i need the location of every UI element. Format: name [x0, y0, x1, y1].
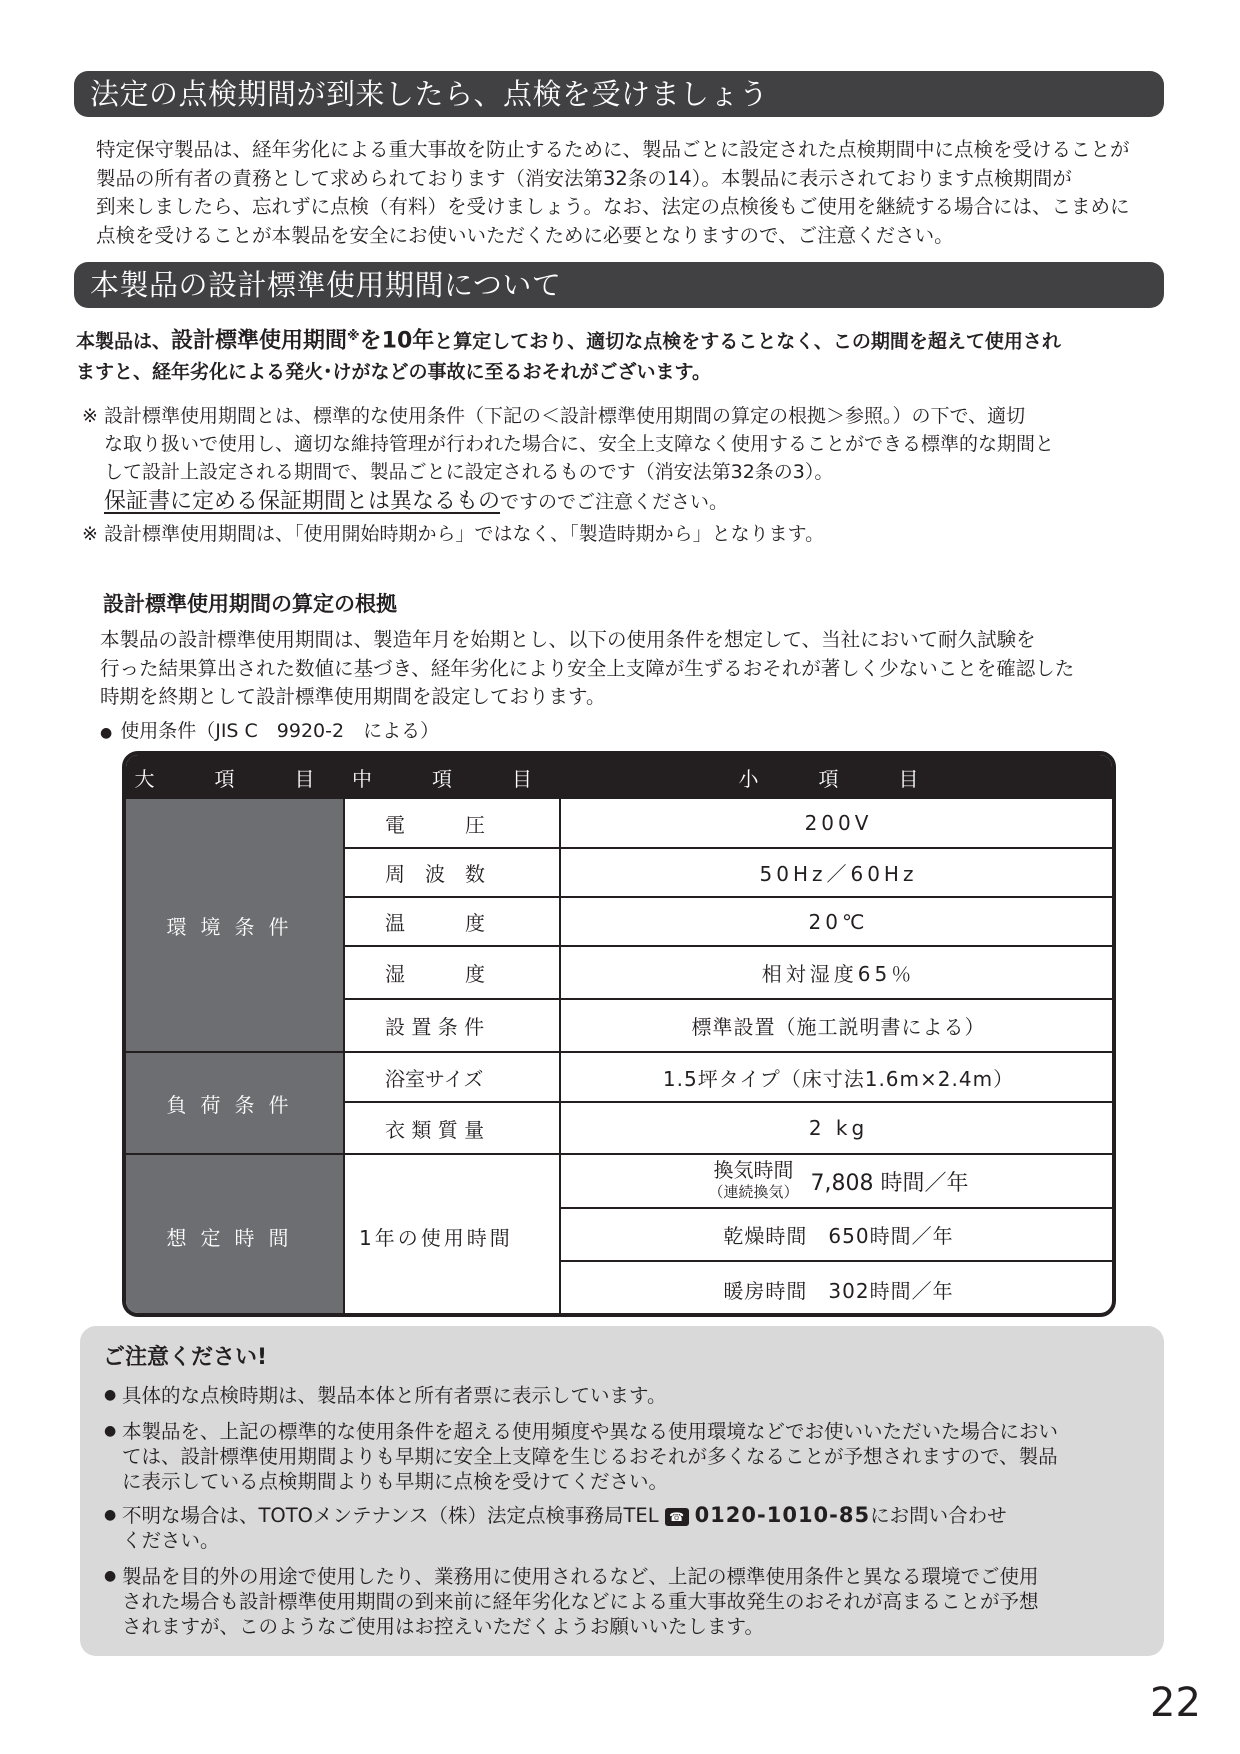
- row-bath-size-label: 浴室サイズ: [385, 1066, 484, 1091]
- bullet-icon: ●: [100, 725, 113, 741]
- group-assumed-time: 想定時間: [126, 1155, 343, 1317]
- caution-contact-line: [122, 1503, 1144, 1528]
- row-humidity-value: 相対湿度65％: [761, 962, 916, 986]
- lead-rest: と算定しており、適切な点検をすることなく、この期間を超えて使用され: [434, 330, 1061, 353]
- basis-paragraph: [100, 626, 1170, 712]
- ventilation-value: 7,808 時間／年: [810, 1170, 969, 1196]
- footnote-line: 設計標準使用期間とは、標準的な使用条件（下記の＜設計標準使用期間の算定の根拠＞参照。）の下で、適切: [104, 405, 1026, 427]
- design-period-lead: [76, 321, 1168, 388]
- header-middle: 中 項 目: [345, 755, 559, 799]
- basis-line: 時期を終期として設計標準使用期間を設定しております。: [100, 685, 606, 708]
- row-frequency-label: 周 波 数: [385, 862, 485, 886]
- footnote-mark: ※: [82, 405, 98, 427]
- footnote-manufacture-text: 設計標準使用期間は、「使用開始時期から」ではなく、「製造時期から」となります。: [104, 523, 825, 545]
- basis-line: 行った結果算出された数値に基づき、経年劣化により安全上支障が生ずるおそれが著しく少ないことを確認した: [100, 656, 1075, 680]
- footnote-mark: ※: [82, 523, 98, 545]
- bullet-icon: ●: [104, 1423, 117, 1439]
- row-temperature-label: 温 度: [385, 911, 485, 935]
- lead-emphasis-years: を10年: [359, 328, 435, 354]
- row-humidity-label: 湿 度: [385, 962, 485, 986]
- row-installation-value: 標準設置（施工説明書による）: [691, 1015, 986, 1039]
- lead-line-1: [76, 321, 1168, 357]
- contact-post-text: にお問い合わせ: [870, 1504, 1007, 1527]
- ventilation-sublabel: （連続換気）: [708, 1183, 799, 1201]
- page-number: 22: [1150, 1680, 1201, 1726]
- caution-item-contact: [104, 1503, 1144, 1553]
- lead-pre: 本製品は、: [76, 330, 172, 353]
- row-ventilation: [561, 1155, 1116, 1207]
- usage-condition-line: [100, 716, 439, 743]
- contact-pre-text: 不明な場合は、TOTOメンテナンス（株）法定点検事務局TEL: [122, 1504, 659, 1527]
- lead-emphasis-period: 設計標準使用期間: [171, 328, 348, 354]
- ventilation-label: 換気時間: [713, 1158, 794, 1182]
- caution-item-line: された場合も設計標準使用期間の到来前に経年劣化などによる重大事故発生のおそれが高まることが予想: [122, 1590, 1039, 1613]
- caution-item-line: に表示している点検期間よりも早期に点検を受けてください。: [122, 1470, 669, 1493]
- row-temperature-value: 20℃: [808, 909, 869, 934]
- caution-item-inspection-time: [104, 1383, 1144, 1408]
- caution-title: ご注意ください!: [103, 1345, 268, 1370]
- usage-conditions-table: [122, 751, 1116, 1317]
- paragraph-line: 製品の所有者の責務として求められております（消安法第32条の14）。本製品に表示されております点検期間が: [96, 166, 1072, 190]
- footnote-line-warranty: [104, 488, 1174, 516]
- usage-condition-text: 使用条件（JIS C 9920-2 による）: [120, 720, 440, 742]
- caution-item-text: 具体的な点検時期は、製品本体と所有者票に表示しています。: [122, 1384, 667, 1407]
- phone-number[interactable]: 0120-1010-85: [694, 1503, 871, 1527]
- caution-item-line: されますが、このようなご使用はお控えいただくようお願いいたします。: [122, 1615, 764, 1638]
- paragraph-line: 点検を受けることが本製品を安全にお使いいただくために必要となりますので、ご注意ください。: [96, 223, 954, 247]
- warranty-underlined-text: 保証書に定める保証期間とは異なるもの: [104, 489, 501, 514]
- row-bath-size-value: 1.5坪タイプ（床寸法1.6m×2.4m）: [662, 1066, 1015, 1091]
- row-heating: 暖房時間 302時間／年: [723, 1279, 954, 1303]
- paragraph-line: 到来しましたら、忘れずに点検（有料）を受けましょう。なお、法定の点検後もご使用を継続する場合には、こまめに: [96, 195, 1130, 218]
- row-voltage-value: 200V: [804, 811, 873, 835]
- row-installation-label: 設 置 条 件: [385, 1015, 485, 1039]
- caution-item-line: ては、設計標準使用期間よりも早期に安全上支障を生じるおそれが多くなることが予想されますので、製品: [122, 1445, 1058, 1468]
- footnote-manufacture: [82, 520, 1174, 548]
- header-minor: 小 項 目: [561, 755, 1116, 799]
- bullet-icon: ●: [104, 1568, 117, 1584]
- footnote-line: して設計上設定される期間で、製品ごとに設定されるものです（消安法第32条の3）。: [104, 461, 834, 483]
- lead-line-2: ますと、経年劣化による発火･けがなどの事故に至るおそれがございます。: [76, 361, 711, 384]
- row-clothes-weight-value: 2 kg: [808, 1116, 869, 1140]
- row-frequency-value: 50Hz／60Hz: [759, 862, 918, 886]
- caution-item-misuse: [104, 1564, 1144, 1639]
- bullet-icon: ●: [104, 1507, 117, 1523]
- caution-item-line: 製品を目的外の用途で使用したり、業務用に使用されるなど、上記の標準使用条件と異なる環境でご使用: [122, 1565, 1039, 1588]
- footnote-line: な取り扱いで使用し、適切な維持管理が行われた場合に、安全上支障なく使用することができる標準的な期間と: [104, 433, 1055, 455]
- lead-footnote-mark: ※: [347, 329, 360, 344]
- footnote-definition: [82, 402, 1174, 516]
- row-annual-use-label: 1年の使用時間: [359, 1225, 513, 1250]
- row-voltage-label: 電 圧: [385, 812, 485, 837]
- group-load: 負荷条件: [126, 1053, 343, 1153]
- inspection-paragraph: [96, 136, 1176, 250]
- section-title-design-period: 本製品の設計標準使用期間について: [74, 262, 1164, 308]
- header-major: 大 項 目: [126, 755, 343, 799]
- caution-item-line: ください。: [122, 1529, 220, 1552]
- row-drying: 乾燥時間 650時間／年: [723, 1224, 954, 1248]
- caution-item-line: 本製品を、上記の標準的な使用条件を超える使用頻度や異なる使用環境などでお使いいただいた場合におい: [122, 1420, 1059, 1443]
- basis-heading: 設計標準使用期間の算定の根拠: [103, 592, 397, 616]
- bullet-icon: ●: [104, 1387, 117, 1403]
- group-environment: 環境条件: [126, 799, 343, 1051]
- section-title-inspection: 法定の点検期間が到来したら、点検を受けましょう: [74, 71, 1164, 117]
- paragraph-line: 特定保守製品は、経年劣化による重大事故を防止するために、製品ごとに設定された点検期間中に点検を受けることが: [96, 138, 1130, 161]
- row-clothes-weight-label: 衣 類 質 量: [385, 1117, 485, 1142]
- free-dial-icon: ☎: [665, 1508, 689, 1526]
- ventilation-label-stack: [709, 1159, 799, 1203]
- warranty-tail: ですのでご注意ください。: [500, 491, 729, 513]
- basis-line: 本製品の設計標準使用期間は、製造年月を始期とし、以下の使用条件を想定して、当社において耐久試験を: [100, 628, 1036, 651]
- caution-item-usage-frequency: [104, 1419, 1144, 1494]
